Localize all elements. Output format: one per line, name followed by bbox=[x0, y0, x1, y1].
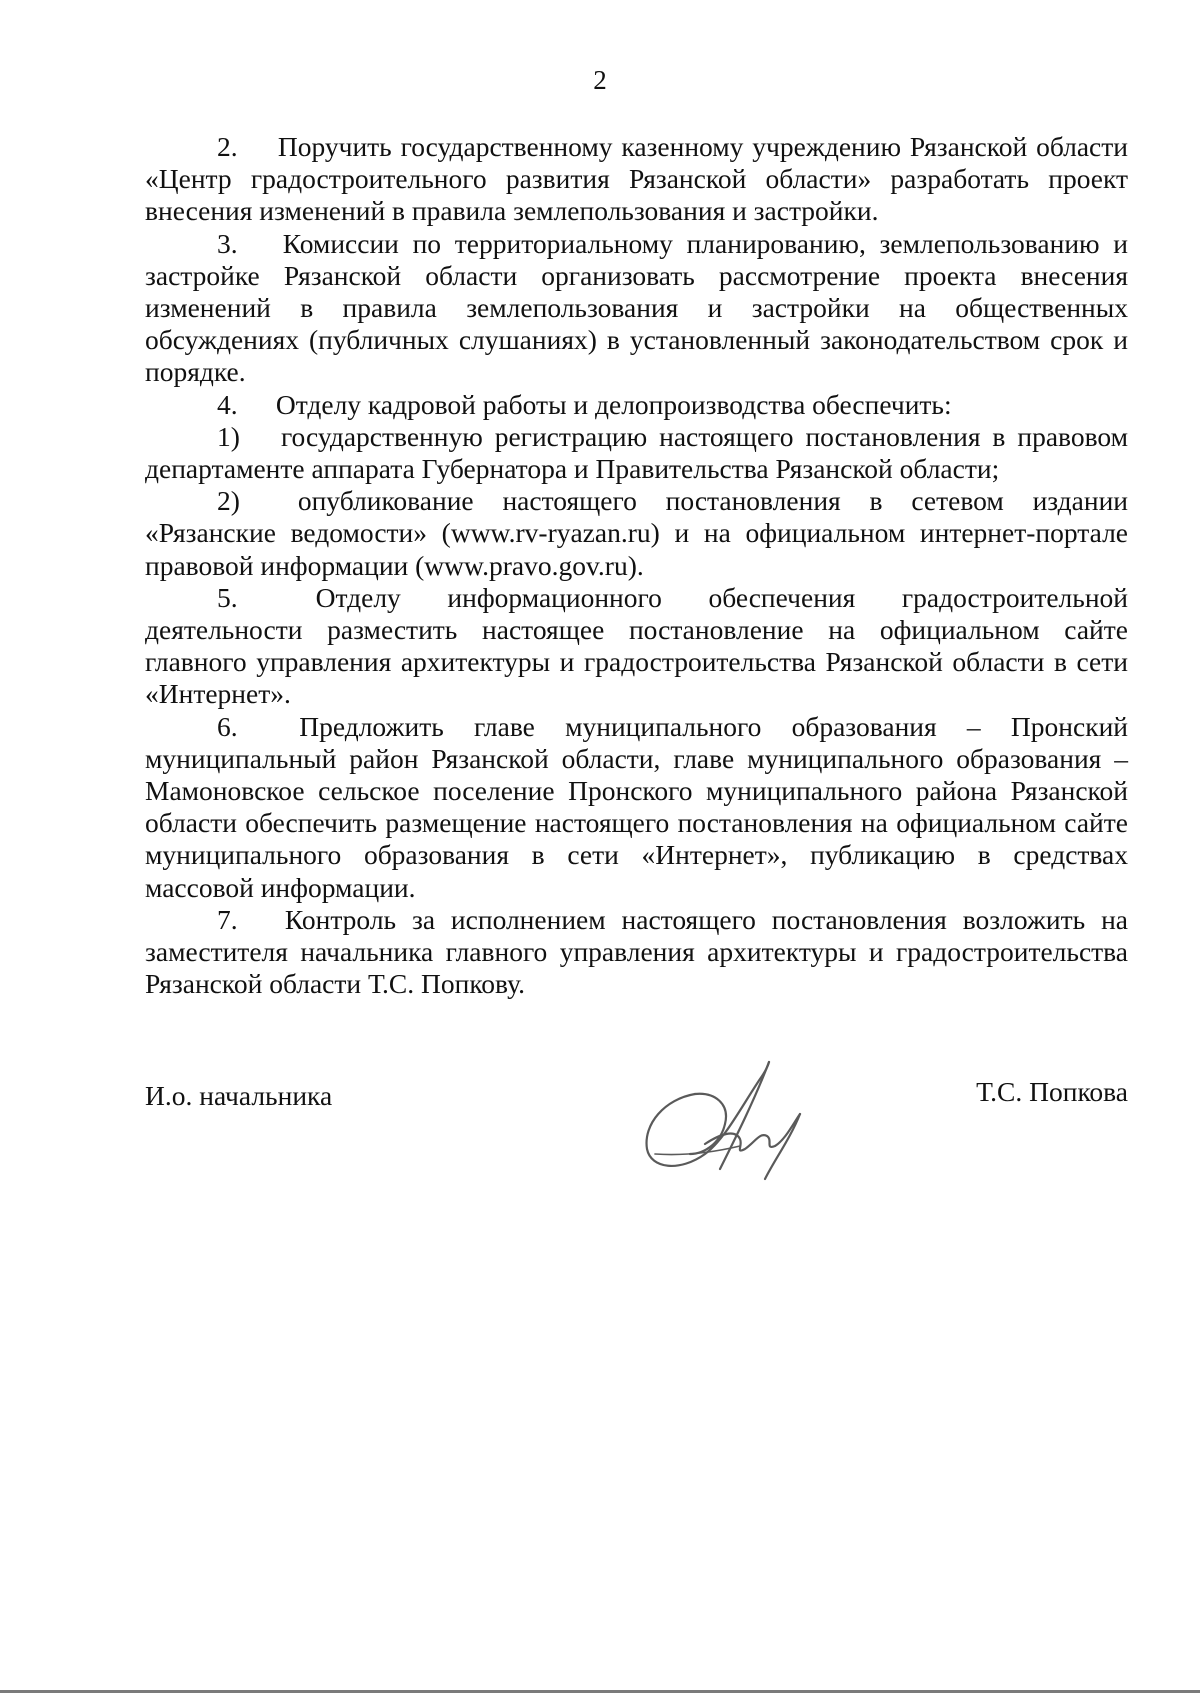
signer-name: Т.С. Попкова bbox=[976, 1076, 1128, 1107]
paragraph-7 bbox=[145, 904, 1128, 1001]
paragraph-text: опубликование настоящего постановления в сетевом издании «Рязанские ведомости» (www.rv-ryazan.ru) и на официальном интернет-портале правовой информации (www.pravo.gov.ru). bbox=[145, 485, 1129, 581]
document-body bbox=[145, 131, 1128, 1000]
paragraph-number: 2) bbox=[217, 485, 240, 517]
bottom-edge-line bbox=[0, 1690, 1200, 1693]
paragraph-text: государственную регистрацию настоящего постановления в правовом департаменте аппарата Губернатора и Правительства Рязанской области; bbox=[145, 420, 1129, 485]
paragraph-number: 4. bbox=[217, 388, 238, 420]
handwritten-signature bbox=[635, 1054, 825, 1184]
paragraph-number: 6. bbox=[217, 710, 238, 742]
subparagraph-2 bbox=[145, 485, 1128, 582]
signer-role: И.о. начальника bbox=[145, 1080, 333, 1111]
paragraph-text: Контроль за исполнением настоящего постановления возложить на заместителя начальника главного управления архитектуры и градостроительства Рязанской области Т.С. Попкову. bbox=[145, 903, 1128, 1000]
paragraph-text: Отделу кадровой работы и делопроизводства обеспечить: bbox=[275, 388, 952, 420]
paragraph-number: 3. bbox=[217, 227, 238, 259]
page-number: 2 bbox=[593, 65, 607, 95]
paragraph-4 bbox=[145, 389, 1128, 421]
paragraph-6 bbox=[145, 711, 1128, 904]
paragraph-2 bbox=[145, 131, 1128, 228]
paragraph-number: 2. bbox=[217, 131, 238, 162]
signature-block bbox=[145, 1070, 1128, 1200]
paragraph-5 bbox=[145, 582, 1128, 711]
paragraph-text: Поручить государственному казенному учреждению Рязанской области «Центр градостроительного развития Рязанской области» разработать проект внесения изменений в правила землепользования и застройки. bbox=[145, 131, 1128, 227]
paragraph-number: 7. bbox=[217, 903, 238, 935]
paragraph-number: 5. bbox=[217, 581, 238, 613]
subparagraph-1 bbox=[145, 421, 1128, 485]
paragraph-number: 1) bbox=[217, 420, 240, 452]
paragraph-text: Предложить главе муниципального образования – Пронский муниципальный район Рязанской области, главе муниципального образования – Мамоновское сельское поселение Пронского муниципального района Рязанской области обеспечить размещение настоящего постановления на официальном сайте муниципального образования в сети «Интернет», публикацию в средствах массовой информации. bbox=[145, 710, 1128, 903]
paragraph-3 bbox=[145, 228, 1128, 389]
paragraph-text: Комиссии по территориальному планированию, землепользованию и застройке Рязанской области организовать рассмотрение проекта внесения изменений в правила землепользования и застройки на общественных обсуждениях (публичных слушаниях) в установленный законодательством срок и порядке. bbox=[145, 227, 1129, 388]
paragraph-text: Отделу информационного обеспечения градостроительной деятельности разместить настоящее постановление на официальном сайте главного управления архитектуры и градостроительства Рязанской области в сети «Интернет». bbox=[145, 581, 1128, 710]
